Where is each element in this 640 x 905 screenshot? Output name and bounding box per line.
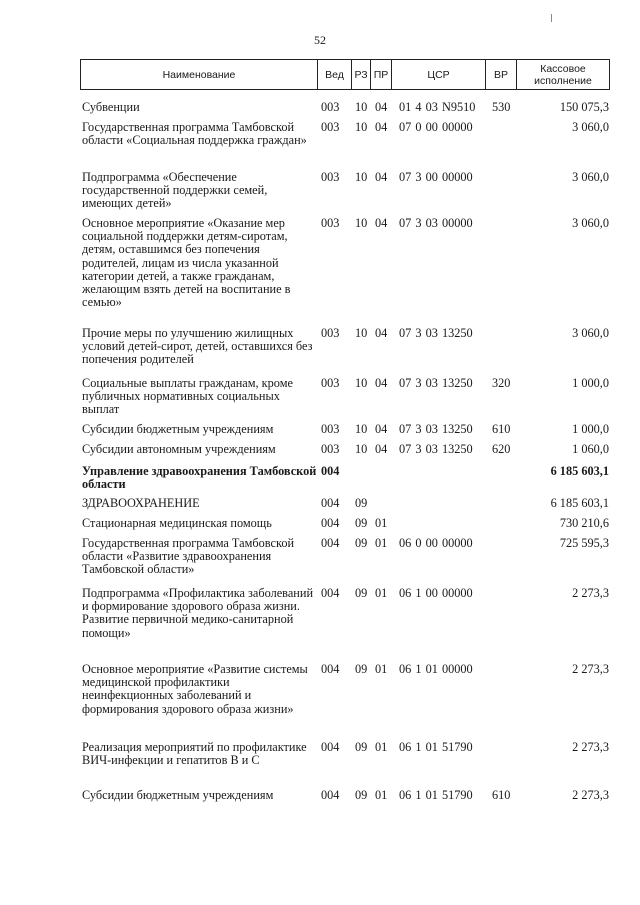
cell-amount: 6 185 603,1 bbox=[550, 496, 609, 510]
cell-rz: 10 bbox=[355, 442, 368, 456]
cell-pr: 01 bbox=[375, 788, 388, 802]
cell-ved: 003 bbox=[321, 120, 340, 134]
cell-rz: 09 bbox=[355, 740, 368, 754]
header-rz: РЗ bbox=[352, 60, 371, 90]
cell-amount: 1 000,0 bbox=[572, 422, 609, 436]
cell-pr: 04 bbox=[375, 100, 388, 114]
cell-ved: 004 bbox=[321, 496, 340, 510]
cell-csr: 07 3 03 13250 bbox=[399, 326, 473, 340]
cell-name: Субсидии бюджетным учреждениям bbox=[82, 788, 274, 802]
cell-amount: 1 060,0 bbox=[572, 442, 609, 456]
cell-ved: 004 bbox=[321, 536, 340, 550]
cell-amount: 1 000,0 bbox=[572, 376, 609, 390]
page-number: 52 bbox=[314, 33, 326, 47]
cell-ved: 004 bbox=[321, 788, 340, 802]
cell-name: Социальные выплаты гражданам, кроме публичных нормативных социальных выплат bbox=[82, 376, 293, 417]
cell-rz: 10 bbox=[355, 326, 368, 340]
header-amount-line2: исполнение bbox=[534, 74, 592, 87]
cell-csr: 07 3 03 13250 bbox=[399, 442, 473, 456]
cell-vr: 320 bbox=[492, 376, 511, 390]
cell-amount: 3 060,0 bbox=[572, 170, 609, 184]
cell-amount: 2 273,3 bbox=[572, 740, 609, 754]
cell-name: Государственная программа Тамбовской области «Развитие здравоохранения Тамбовской области» bbox=[82, 536, 295, 577]
cell-csr: 06 1 01 00000 bbox=[399, 662, 473, 676]
cell-amount: 3 060,0 bbox=[572, 216, 609, 230]
margin-mark bbox=[551, 14, 552, 22]
cell-ved: 004 bbox=[321, 464, 340, 478]
cell-amount: 730 210,6 bbox=[559, 516, 609, 530]
cell-name: Подпрограмма «Обеспечение государственной поддержки семей, имеющих детей» bbox=[82, 170, 268, 211]
cell-vr: 610 bbox=[492, 788, 511, 802]
header-pr: ПР bbox=[371, 60, 392, 90]
cell-name: ЗДРАВООХРАНЕНИЕ bbox=[82, 496, 200, 510]
cell-ved: 003 bbox=[321, 442, 340, 456]
cell-rz: 10 bbox=[355, 120, 368, 134]
cell-rz: 09 bbox=[355, 788, 368, 802]
cell-vr: 610 bbox=[492, 422, 511, 436]
cell-pr: 04 bbox=[375, 422, 388, 436]
cell-ved: 004 bbox=[321, 586, 340, 600]
header-vr: ВР bbox=[486, 60, 517, 90]
cell-ved: 004 bbox=[321, 516, 340, 530]
table-header bbox=[80, 59, 610, 90]
cell-csr: 06 1 01 51790 bbox=[399, 740, 473, 754]
header-name: Наименование bbox=[81, 60, 318, 90]
cell-ved: 004 bbox=[321, 662, 340, 676]
cell-pr: 01 bbox=[375, 536, 388, 550]
header-csr: ЦСР bbox=[392, 60, 486, 90]
cell-amount: 2 273,3 bbox=[572, 662, 609, 676]
cell-ved: 003 bbox=[321, 376, 340, 390]
cell-csr: 06 1 00 00000 bbox=[399, 586, 473, 600]
cell-pr: 04 bbox=[375, 376, 388, 390]
cell-amount: 3 060,0 bbox=[572, 326, 609, 340]
cell-amount: 725 595,3 bbox=[559, 536, 609, 550]
cell-rz: 09 bbox=[355, 496, 368, 510]
cell-name: Основное мероприятие «Развитие системы медицинской профилактики неинфекционных заболеваний и формирования здорового образа жизни» bbox=[82, 662, 308, 716]
cell-pr: 04 bbox=[375, 120, 388, 134]
cell-ved: 003 bbox=[321, 100, 340, 114]
cell-amount: 6 185 603,1 bbox=[550, 464, 609, 478]
cell-rz: 09 bbox=[355, 536, 368, 550]
cell-ved: 003 bbox=[321, 170, 340, 184]
cell-pr: 01 bbox=[375, 586, 388, 600]
cell-name: Стационарная медицинская помощь bbox=[82, 516, 272, 530]
cell-rz: 10 bbox=[355, 170, 368, 184]
cell-amount: 2 273,3 bbox=[572, 586, 609, 600]
cell-vr: 620 bbox=[492, 442, 511, 456]
cell-pr: 01 bbox=[375, 516, 388, 530]
cell-rz: 09 bbox=[355, 586, 368, 600]
cell-pr: 04 bbox=[375, 216, 388, 230]
cell-name: Реализация мероприятий по профилактике ВИЧ-инфекции и гепатитов B и C bbox=[82, 740, 307, 768]
cell-name: Субвенции bbox=[82, 100, 140, 114]
header-amount bbox=[517, 60, 610, 90]
cell-vr: 530 bbox=[492, 100, 511, 114]
cell-amount: 150 075,3 bbox=[559, 100, 609, 114]
cell-pr: 01 bbox=[375, 662, 388, 676]
cell-rz: 09 bbox=[355, 662, 368, 676]
cell-ved: 003 bbox=[321, 326, 340, 340]
cell-name: Прочие меры по улучшению жилищных условий детей-сирот, детей, оставшихся без попечения родителей bbox=[82, 326, 313, 367]
cell-pr: 04 bbox=[375, 326, 388, 340]
cell-name: Подпрограмма «Профилактика заболеваний и формирование здорового образа жизни. Развитие первичной медико-санитарной помощи» bbox=[82, 586, 314, 640]
cell-amount: 2 273,3 bbox=[572, 788, 609, 802]
cell-name: Управление здравоохранения Тамбовской области bbox=[82, 464, 317, 492]
cell-csr: 01 4 03 N9510 bbox=[399, 100, 476, 114]
cell-csr: 07 3 03 00000 bbox=[399, 216, 473, 230]
cell-csr: 07 3 00 00000 bbox=[399, 170, 473, 184]
cell-rz: 10 bbox=[355, 100, 368, 114]
cell-name: Основное мероприятие «Оказание мер социальной поддержки детям-сиротам, детям, оставшимся без попечения родителей, лицам из числа указанной категории детей, а также гражданам, желающим взять детей на воспитание в семью» bbox=[82, 216, 291, 310]
cell-name: Субсидии автономным учреждениям bbox=[82, 442, 276, 456]
header-ved: Вед bbox=[318, 60, 352, 90]
cell-rz: 10 bbox=[355, 216, 368, 230]
cell-csr: 07 3 03 13250 bbox=[399, 376, 473, 390]
cell-ved: 003 bbox=[321, 216, 340, 230]
cell-csr: 06 1 01 51790 bbox=[399, 788, 473, 802]
cell-amount: 3 060,0 bbox=[572, 120, 609, 134]
cell-csr: 06 0 00 00000 bbox=[399, 536, 473, 550]
header-amount-line1: Кассовое bbox=[540, 62, 586, 75]
cell-ved: 004 bbox=[321, 740, 340, 754]
cell-rz: 09 bbox=[355, 516, 368, 530]
cell-pr: 04 bbox=[375, 442, 388, 456]
cell-pr: 04 bbox=[375, 170, 388, 184]
cell-name: Государственная программа Тамбовской области «Социальная поддержка граждан» bbox=[82, 120, 307, 148]
cell-name: Субсидии бюджетным учреждениям bbox=[82, 422, 274, 436]
cell-rz: 10 bbox=[355, 422, 368, 436]
cell-rz: 10 bbox=[355, 376, 368, 390]
cell-ved: 003 bbox=[321, 422, 340, 436]
cell-csr: 07 3 03 13250 bbox=[399, 422, 473, 436]
cell-pr: 01 bbox=[375, 740, 388, 754]
cell-csr: 07 0 00 00000 bbox=[399, 120, 473, 134]
